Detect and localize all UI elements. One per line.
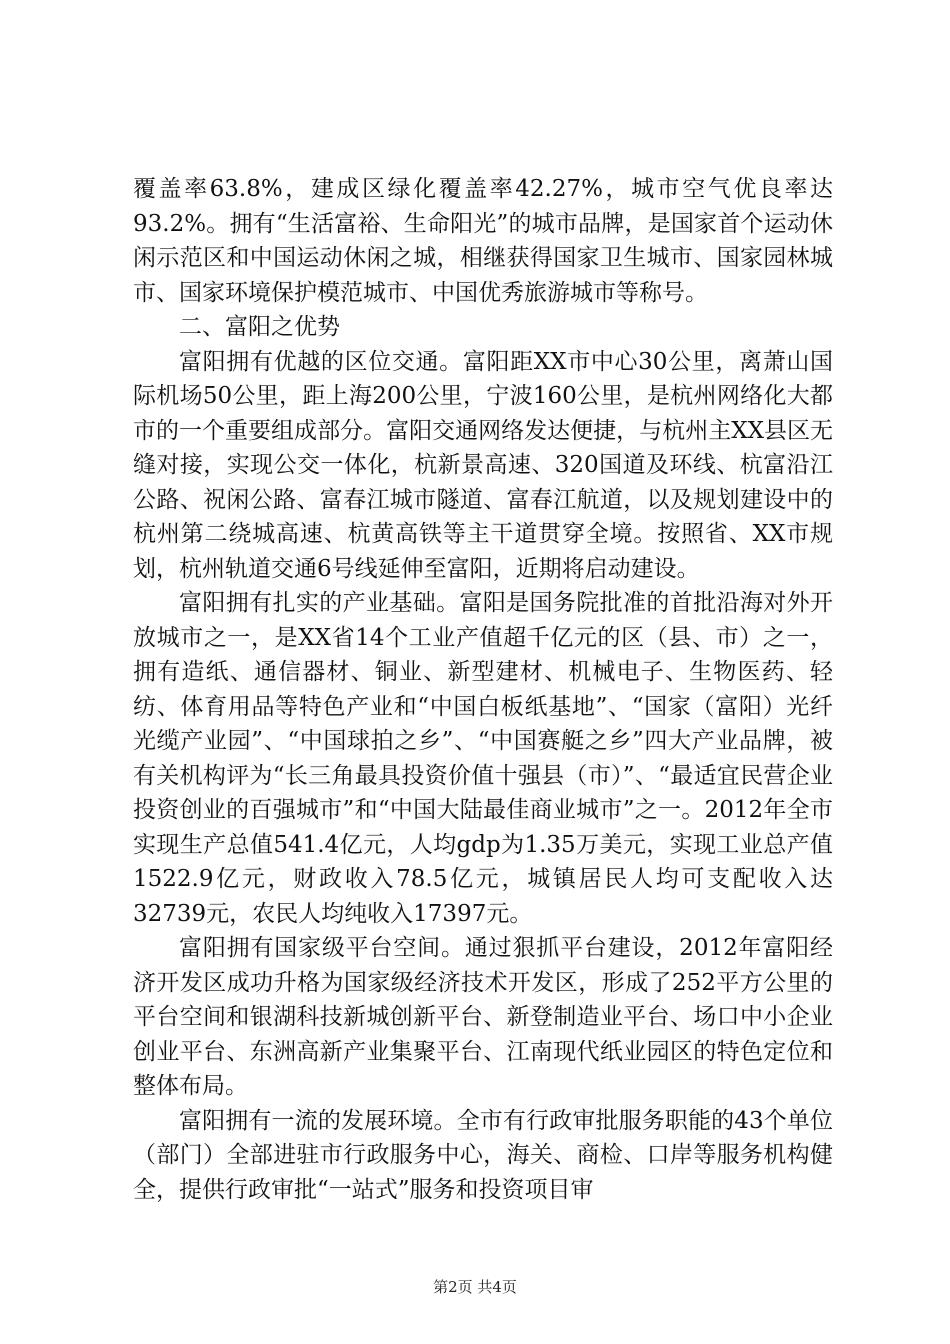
- section-heading: 二、富阳之优势: [179, 314, 340, 340]
- paragraph-continuation: 覆盖率63.8%，建成区绿化覆盖率42.27%，城市空气优良率达93.2%。拥有“生活富裕、生命阳光”的城市品牌，是国家首个运动休闲示范区和中国运动休闲之城，相继获得国家卫生城市、国家园林城市、国家环境保护模范城市、中国优秀旅游城市等称号。: [133, 176, 833, 306]
- paragraph-location-transport: 富阳拥有优越的区位交通。富阳距XX市中心30公里，离萧山国际机场50公里，距上海200公里，宁波160公里，是杭州网络化大都市的一个重要组成部分。富阳交通网络发达便捷，与杭州主XX县区无缝对接，实现公交一体化，杭新景高速、320国道及环线、杭富沿江公路、祝闲公路、富春江城市隧道、富春江航道，以及规划建设中的杭州第二绕城高速、杭黄高铁等主干道贯穿全境。按照省、XX市规划，杭州轨道交通6号线延伸至富阳，近期将启动建设。: [133, 348, 833, 582]
- paragraph-platform-space: 富阳拥有国家级平台空间。通过狠抓平台建设，2012年富阳经济开发区成功升格为国家级经济技术开发区，形成了252平方公里的平台空间和银湖科技新城创新平台、新登制造业平台、场口中小企业创业平台、东洲高新产业集聚平台、江南现代纸业园区的特色定位和整体布局。: [133, 935, 833, 1099]
- page-footer: 第2页 共4页: [433, 1278, 517, 1296]
- paragraph-development-environment: 富阳拥有一流的发展环境。全市有行政审批服务职能的43个单位（部门）全部进驻市行政服务中心，海关、商检、口岸等服务机构健全，提供行政审批“一站式”服务和投资项目审: [133, 1107, 833, 1203]
- paragraph-industry-base: 富阳拥有扎实的产业基础。富阳是国务院批准的首批沿海对外开放城市之一，是XX省14个工业产值超千亿元的区（县、市）之一，拥有造纸、通信器材、铜业、新型建材、机械电子、生物医药、轻纺、体育用品等特色产业和“中国白板纸基地”、“国家（富阳）光纤光缆产业园”、“中国球拍之乡”、“中国赛艇之乡”四大产业品牌，被有关机构评为“长三角最具投资价值十强县（市）”、“最适宜民营企业投资创业的百强城市”和“中国大陆最佳商业城市”之一。2012年全市实现生产总值541.4亿元，人均gdp为1.35万美元，实现工业总产值1522.9亿元，财政收入78.5亿元，城镇居民人均可支配收入达32739元，农民人均纯收入17397元。: [133, 590, 833, 927]
- document-body: [133, 172, 833, 1207]
